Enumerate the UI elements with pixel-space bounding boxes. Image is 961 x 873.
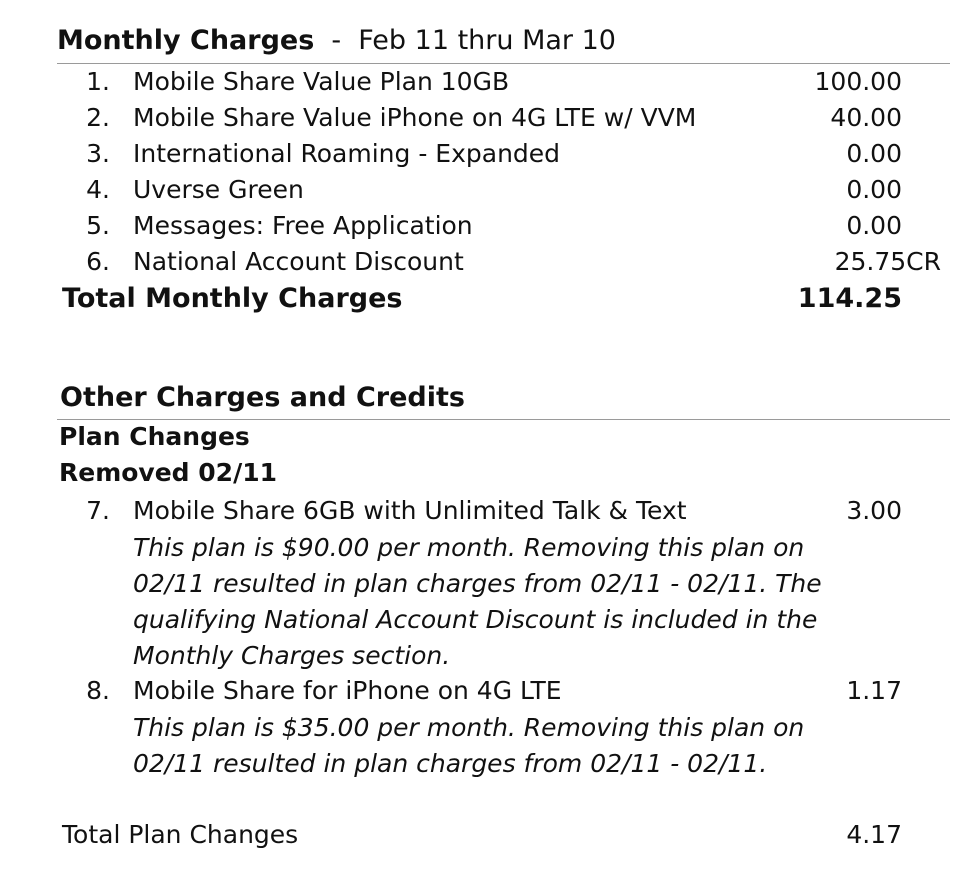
line-description: Mobile Share for iPhone on 4G LTE: [133, 676, 562, 705]
total-monthly-charges-label: Total Monthly Charges: [62, 283, 403, 314]
monthly-charges-separator: -: [331, 25, 342, 56]
line-number: 8.: [86, 676, 110, 705]
line-amount: 0.00: [846, 139, 902, 168]
plan-changes-heading: Plan Changes: [59, 422, 250, 451]
charge-row: [0, 101, 961, 135]
line-description: Mobile Share Value Plan 10GB: [133, 67, 510, 96]
charge-row: [0, 245, 961, 279]
monthly-charges-header: [57, 25, 616, 57]
charge-row: [0, 65, 961, 99]
charge-row: [0, 137, 961, 171]
line-amount: 40.00: [830, 103, 902, 132]
removed-date-heading: Removed 02/11: [59, 458, 277, 487]
line-amount: 100.00: [814, 67, 902, 96]
charge-row: [0, 674, 961, 708]
line-number: 3.: [86, 139, 110, 168]
total-monthly-charges-amount: 114.25: [797, 283, 902, 314]
other-charges-title: Other Charges and Credits: [60, 382, 465, 413]
line-number: 7.: [86, 496, 110, 525]
total-plan-changes-amount: 4.17: [846, 820, 902, 849]
monthly-charges-period: Feb 11 thru Mar 10: [358, 25, 616, 56]
monthly-charges-title: Monthly Charges: [57, 25, 315, 56]
line-description: Mobile Share 6GB with Unlimited Talk & Text: [133, 496, 687, 525]
line-amount: 0.00: [846, 175, 902, 204]
other-charges-divider: [57, 419, 950, 420]
charge-row: [0, 494, 961, 528]
line-description: National Account Discount: [133, 247, 464, 276]
total-plan-changes-label: Total Plan Changes: [62, 820, 299, 849]
line-description: Mobile Share Value iPhone on 4G LTE w/ VVM: [133, 103, 697, 132]
line-amount: 25.75CR: [834, 247, 941, 276]
charge-row: [0, 209, 961, 243]
charge-row: [0, 173, 961, 207]
plan-change-note: This plan is $35.00 per month. Removing this plan on 02/11 resulted in plan charges from 02/11 - 02/11.: [133, 713, 805, 778]
line-description: Uverse Green: [133, 175, 304, 204]
line-number: 4.: [86, 175, 110, 204]
plan-change-note: This plan is $90.00 per month. Removing this plan on 02/11 resulted in plan charges from 02/11 - 02/11. The qualifying National Account Discount is included in the Monthly Charges section.: [133, 533, 822, 670]
line-number: 2.: [86, 103, 110, 132]
line-description: International Roaming - Expanded: [133, 139, 561, 168]
line-number: 1.: [86, 67, 110, 96]
line-number: 6.: [86, 247, 110, 276]
line-amount: 1.17: [846, 676, 902, 705]
line-amount: 3.00: [846, 496, 902, 525]
line-amount: 0.00: [846, 211, 902, 240]
line-description: Messages: Free Application: [133, 211, 473, 240]
line-number: 5.: [86, 211, 110, 240]
monthly-charges-divider: [57, 63, 950, 64]
